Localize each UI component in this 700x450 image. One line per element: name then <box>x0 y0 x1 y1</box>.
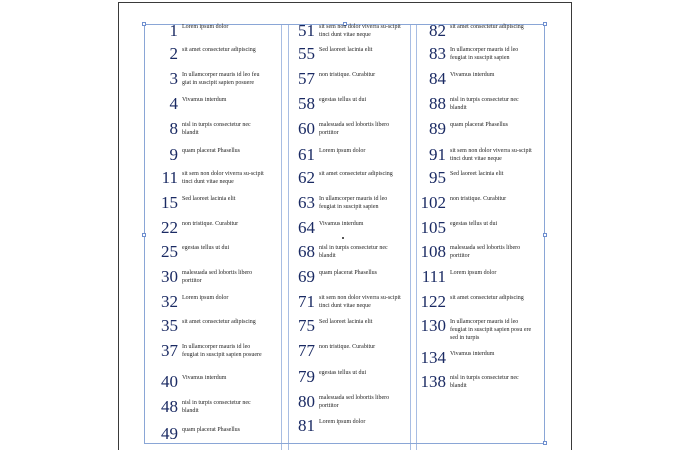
entry-text: nisl in turpis consectetur nec blandit <box>182 400 251 415</box>
entry-number: 79 <box>298 367 315 386</box>
entry-text: Lorem ipsum dolor <box>319 148 366 154</box>
entry-number: 122 <box>420 292 446 311</box>
entry-text: non tristique. Curabitur <box>319 72 376 78</box>
entry-text: Lorem ipsum dolor <box>182 295 229 301</box>
entry-text: egestas tellus ut dui <box>450 221 498 227</box>
entry-text: In ullamcorper mauris id leo feugiat in suscipit sapien posu ere sed in turpis <box>450 319 532 342</box>
entry-number: 63 <box>298 193 315 212</box>
entry-number: 9 <box>169 145 178 164</box>
entry-text: Lorem ipsum dolor <box>319 419 366 425</box>
entry-number: 88 <box>429 94 446 113</box>
entry-number: 22 <box>161 218 178 237</box>
entry-number: 108 <box>420 242 446 261</box>
entry-text: Vivamus interdum <box>182 375 227 381</box>
entry-number: 11 <box>161 168 178 187</box>
entry-number: 35 <box>161 316 178 335</box>
entry-text: Sed laoreet lacinia elit <box>450 171 504 177</box>
entry-number: 37 <box>161 341 178 360</box>
entry-number: 102 <box>420 193 446 212</box>
entry-text: sit amet consectetur adipiscing <box>450 295 524 301</box>
entry-number: 55 <box>298 44 315 63</box>
entry-number: 8 <box>169 119 178 138</box>
entry-number: 130 <box>420 316 446 335</box>
entry-number: 30 <box>161 267 178 286</box>
entry-text: egestas tellus ut dui <box>182 245 230 251</box>
entry-text: Sed laoreet lacinia elit <box>182 196 236 202</box>
entry-number: 75 <box>298 316 315 335</box>
entry-number: 91 <box>429 145 446 164</box>
entry-text: In ullamcorper mauris id leo feugiat in suscipit sapien <box>319 196 388 211</box>
entry-number: 71 <box>298 292 315 311</box>
entry-number: 58 <box>298 94 315 113</box>
entry-text: malesuada sed lobortis libero porttitor <box>319 395 390 410</box>
entry-number: 82 <box>429 21 446 40</box>
entry-number: 25 <box>161 242 178 261</box>
entry-text: non tristique. Curabitur <box>450 196 507 202</box>
entry-number: 61 <box>298 145 315 164</box>
entry-text: Sed laoreet lacinia elit <box>319 47 373 53</box>
entry-text: sit sem non dolor viverra su-scipit tinci dunt vitae neque <box>450 148 532 163</box>
entry-number: 111 <box>421 267 446 286</box>
entry-text: malesuada sed lobortis libero porttitor <box>450 245 521 260</box>
entry-number: 15 <box>161 193 178 212</box>
entry-number: 62 <box>298 168 315 187</box>
entry-number: 89 <box>429 119 446 138</box>
entry-text: quam placerat Phasellus <box>450 122 508 128</box>
entry-number: 69 <box>298 267 315 286</box>
entry-number: 48 <box>161 397 178 416</box>
entry-text: Lorem ipsum dolor <box>450 270 497 276</box>
entry-text: sit sem non dolor viverra su-scipit tinci dunt vitae neque <box>319 24 401 39</box>
entry-text: non tristique. Curabitur <box>182 221 239 227</box>
entry-text: nisl in turpis consectetur nec blandit <box>182 122 251 137</box>
entry-text: malesuada sed lobortis libero porttitor <box>319 122 390 137</box>
entry-number: 40 <box>161 372 178 391</box>
entry-number: 134 <box>420 348 446 367</box>
entry-text: malesuada sed lobortis libero porttitor <box>182 270 253 285</box>
entry-number: 49 <box>161 424 178 443</box>
entry-number: 138 <box>420 372 446 391</box>
entry-text: In ullamcorper mauris id leo feugiat in suscipit sapien <box>450 47 519 62</box>
entry-number: 83 <box>429 44 446 63</box>
entry-text: quam placerat Phasellus <box>182 148 240 154</box>
entry-text: Vivamus interdum <box>450 351 495 357</box>
entry-number: 81 <box>298 416 315 435</box>
entry-text: Vivamus interdum <box>182 97 227 103</box>
entry-text: sit sem non dolor viverra su-scipit tinci dunt vitae neque <box>319 295 401 310</box>
entry-text: nisl in turpis consectetur nec blandit <box>450 375 519 390</box>
entry-number: 64 <box>298 218 315 237</box>
entry-number: 80 <box>298 392 315 411</box>
entry-text: Lorem ipsum dolor <box>182 24 229 30</box>
frame-handle-mid-right[interactable] <box>543 233 547 237</box>
entry-number: 1 <box>169 21 178 40</box>
frame-handle-bottom-right[interactable] <box>543 441 547 445</box>
entry-number: 77 <box>298 341 315 360</box>
entry-number: 32 <box>161 292 178 311</box>
entry-text: non tristique. Curabitur <box>319 344 376 350</box>
entry-text: Sed laoreet lacinia elit <box>319 319 373 325</box>
entry-number: 68 <box>298 242 315 261</box>
entry-text: egestas tellus ut dui <box>319 370 367 376</box>
entry-number: 51 <box>298 21 315 40</box>
entry-text: Vivamus interdum <box>450 72 495 78</box>
entry-text: egestas tellus ut dui <box>319 97 367 103</box>
entry-text: sit sem non dolor viverra su-scipit tinci dunt vitae neque <box>182 171 264 186</box>
frame-handle-mid-left[interactable] <box>142 233 146 237</box>
entry-text: sit amet consectetur adipiscing <box>182 319 256 325</box>
entry-text: Vivamus interdum <box>319 221 364 227</box>
entry-text: nisl in turpis consectetur nec blandit <box>319 245 388 260</box>
entry-number: 84 <box>429 69 446 88</box>
entry-text: quam placerat Phasellus <box>319 270 377 276</box>
entry-number: 3 <box>169 69 178 88</box>
entry-number: 2 <box>169 44 178 63</box>
stray-dot <box>342 237 344 239</box>
entry-text: sit amet consectetur adipiscing <box>450 24 524 30</box>
entry-text: In ullamcorper mauris id leo feu giat in suscipit sapien posuere <box>182 72 260 87</box>
frame-handle-top-left[interactable] <box>142 22 146 26</box>
entry-number: 57 <box>298 69 315 88</box>
entry-number: 4 <box>169 94 178 113</box>
entry-text: nisl in turpis consectetur nec blandit <box>450 97 519 112</box>
entry-number: 95 <box>429 168 446 187</box>
entry-text: sit amet consectetur adipiscing <box>319 171 393 177</box>
entry-text: quam placerat Phasellus <box>182 427 240 433</box>
entry-number: 105 <box>420 218 446 237</box>
entry-text: In ullamcorper mauris id leo feugiat in suscipit sapien posuere <box>182 344 262 359</box>
entry-text: sit amet consectetur adipiscing <box>182 47 256 53</box>
frame-handle-top-right[interactable] <box>543 22 547 26</box>
entry-number: 60 <box>298 119 315 138</box>
